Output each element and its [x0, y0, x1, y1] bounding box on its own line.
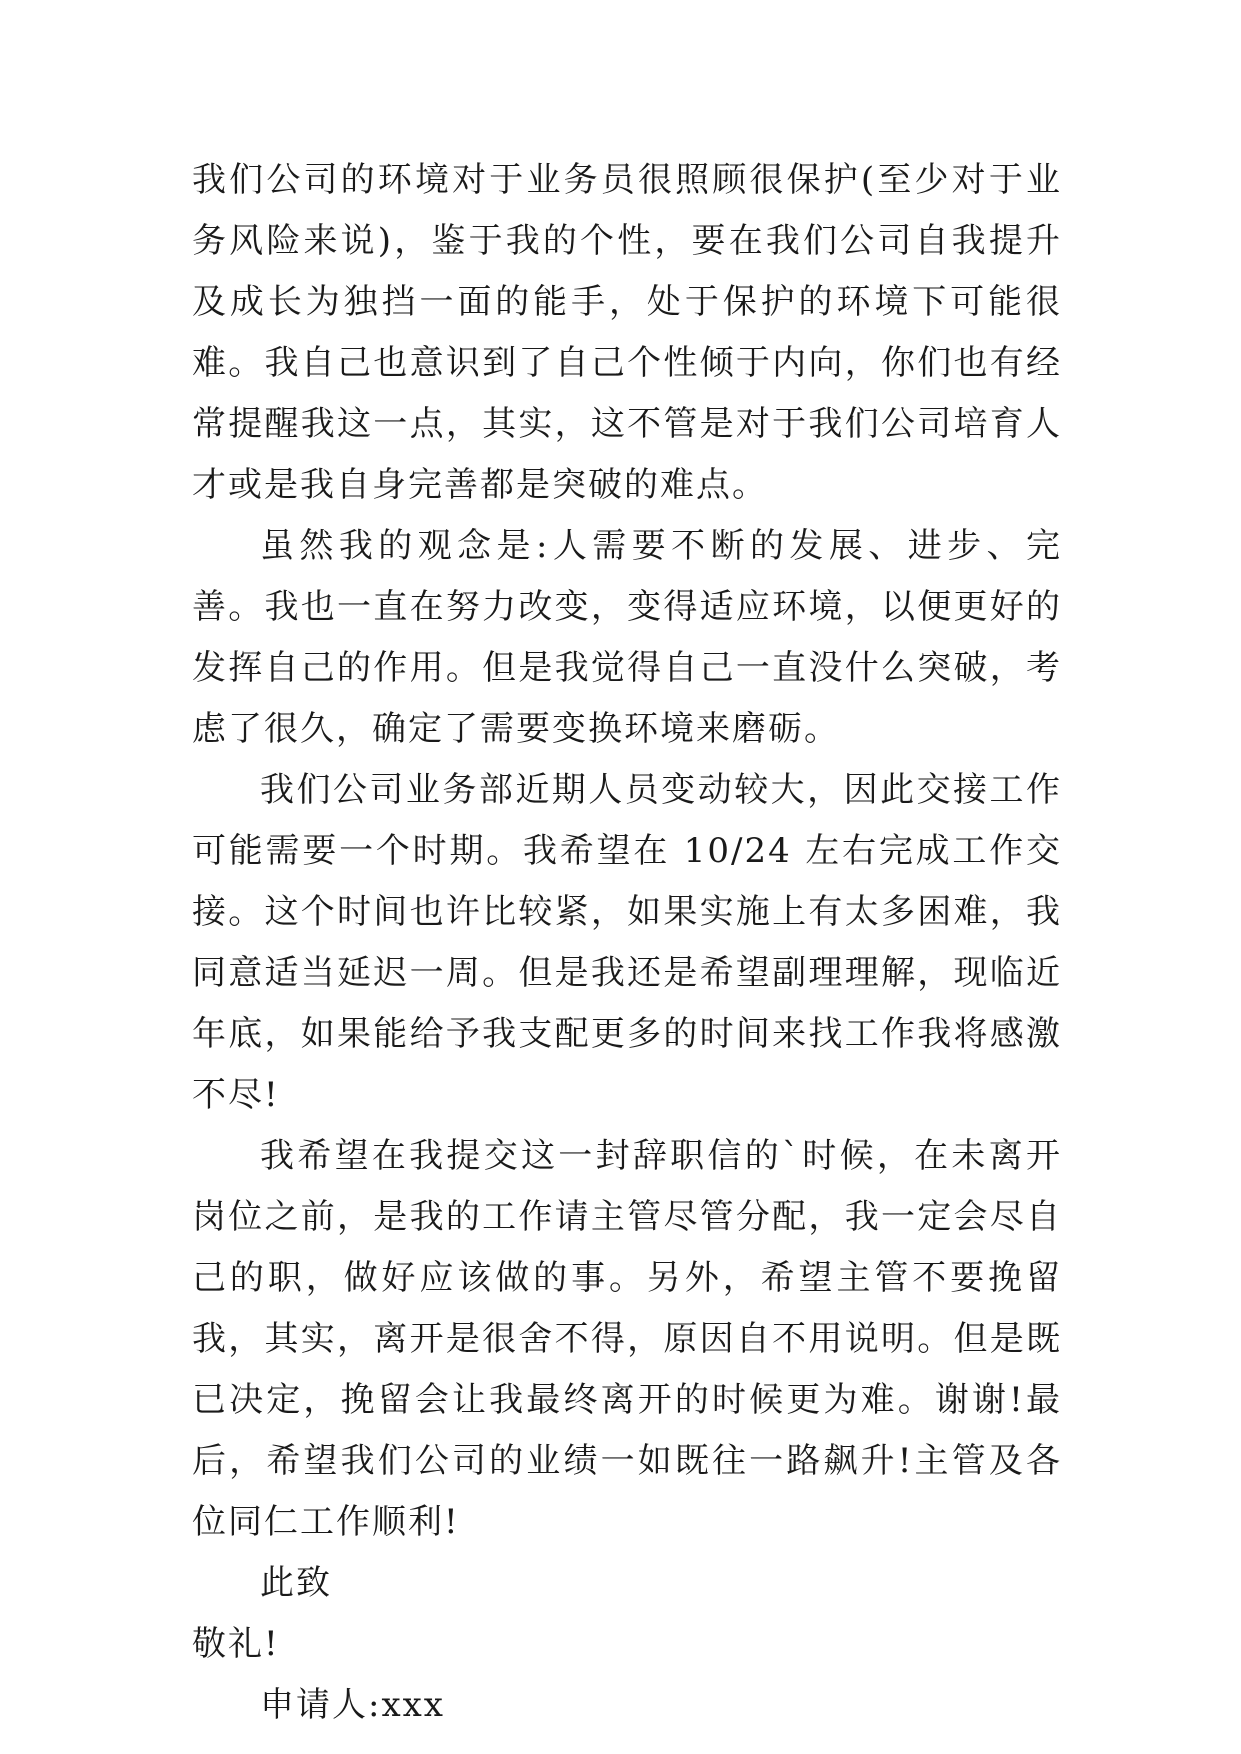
- closing-greeting: 此致: [260, 1563, 332, 1603]
- letter-body: [192, 150, 1062, 1736]
- paragraph-environment: 我们公司的环境对于业务员很照顾很保护(至少对于业务风险来说)，鉴于我的个性，要在我们公司自我提升及成长为独挡一面的能手，处于保护的环境下可能很难。我自己也意识到了自己个性倾于内向，你们也有经常提醒我这一点，其实，这不管是对于我们公司培育人才或是我自身完善都是突破的难点。: [192, 160, 1062, 505]
- paragraph-handover: 我们公司业务部近期人员变动较大，因此交接工作可能需要一个时期。我希望在 10/24 左右完成工作交接。这个时间也许比较紧，如果实施上有太多困难，我同意适当延迟一周。但是我还是希望副理理解，现临近年底，如果能给予我支配更多的时间来找工作我将感激不尽!: [192, 770, 1062, 1115]
- paragraph-gratitude: 我希望在我提交这一封辞职信的`时候，在未离开岗位之前，是我的工作请主管尽管分配，我一定会尽自己的职，做好应该做的事。另外，希望主管不要挽留我，其实，离开是很舍不得，原因自不用说明。但是既已决定，挽留会让我最终离开的时候更为难。谢谢!最后，希望我们公司的业绩一如既往一路飙升!主管及各位同仁工作顺利!: [192, 1136, 1062, 1542]
- closing-salute: 敬礼!: [192, 1624, 280, 1664]
- paragraph-development: 虽然我的观念是:人需要不断的发展、进步、完善。我也一直在努力改变，变得适应环境，以便更好的发挥自己的作用。但是我觉得自己一直没什么突破，考虑了很久，确定了需要变换环境来磨砺。: [192, 526, 1062, 749]
- signature-line: 申请人:xxx: [260, 1685, 445, 1725]
